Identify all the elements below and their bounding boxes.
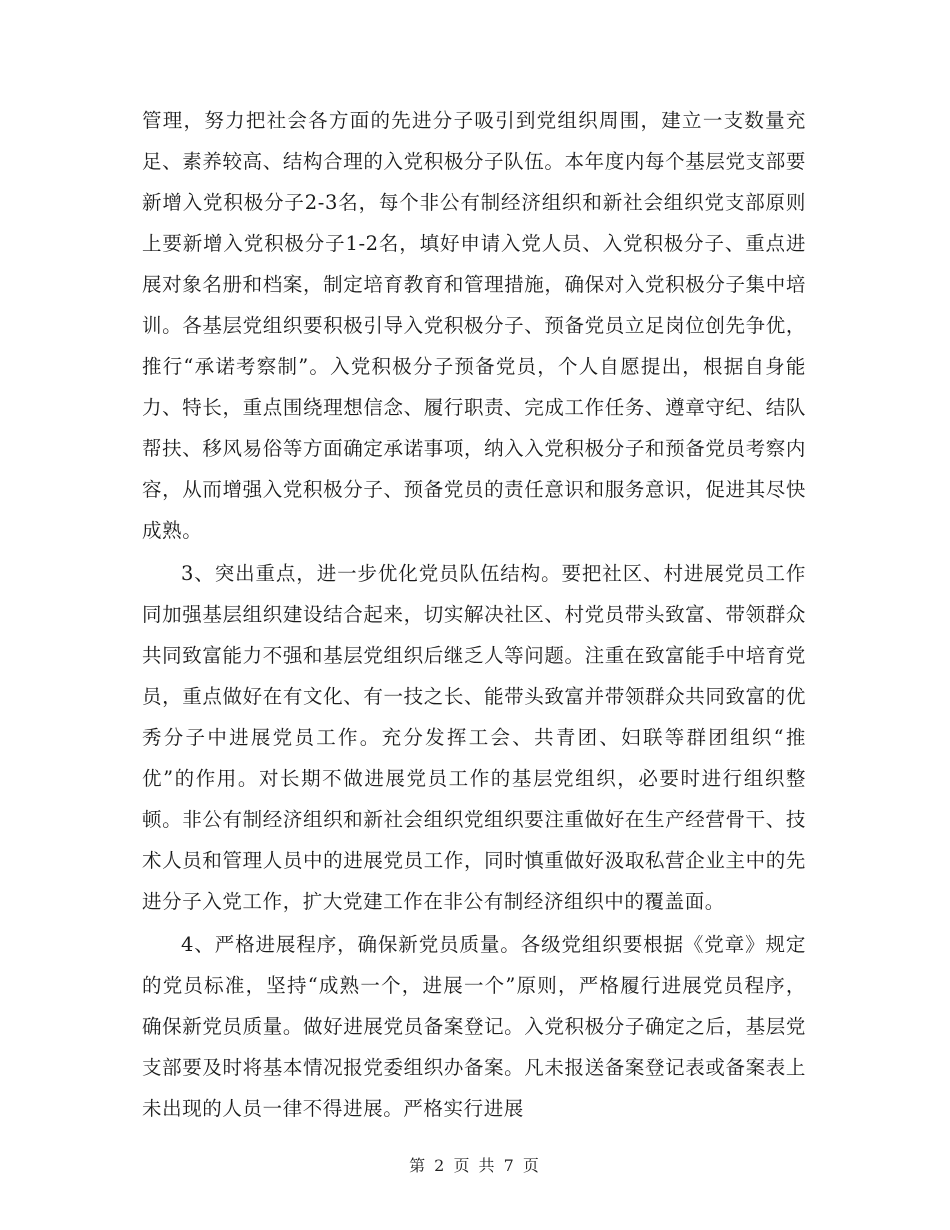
- paragraph-3: 4、严格进展程序，确保新党员质量。各级党组织要根据《党章》规定的党员标准，坚持“成熟一个，进展一个”原则，严格履行进展党员程序，确保新党员质量。做好进展党员备案登记。入党积极分子确定之后，基层党支部要及时将基本情况报党委组织办备案。凡未报送备案登记表或备案表上未出现的人员一律不得进展。严格实行进展: [142, 933, 806, 1120]
- paragraph-1: 管理，努力把社会各方面的先进分子吸引到党组织周围，建立一支数量充足、素养较高、结构合理的入党积极分子队伍。本年度内每个基层党支部要新增入党积极分子2-3名，每个非公有制经济组织和新社会组织党支部原则上要新增入党积极分子1-2名，填好申请入党人员、入党积极分子、重点进展对象名册和档案，制定培育教育和管理措施，确保对入党积极分子集中培训。各基层党组织要积极引导入党积极分子、预备党员立足岗位创先争优，推行“承诺考察制”。入党积极分子预备党员，个人自愿提出，根据自身能力、特长，重点围绕理想信念、履行职责、完成工作任务、遵章守纪、结队帮扶、移风易俗等方面确定承诺事项，纳入入党积极分子和预备党员考察内容，从而增强入党积极分子、预备党员的责任意识和服务意识，促进其尽快成熟。: [142, 109, 806, 542]
- paragraph-2: 3、突出重点，进一步优化党员队伍结构。要把社区、村进展党员工作同加强基层组织建设结合起来，切实解决社区、村党员带头致富、带领群众共同致富能力不强和基层党组织后继乏人等问题。注重在致富能手中培育党员，重点做好在有文化、有一技之长、能带头致富并带领群众共同致富的优秀分子中进展党员工作。充分发挥工会、共青团、妇联等群团组织“推优”的作用。对长期不做进展党员工作的基层党组织，必要时进行组织整顿。非公有制经济组织和新社会组织党组织要注重做好在生产经营骨干、技术人员和管理人员中的进展党员工作，同时慎重做好汲取私营企业主中的先进分子入党工作，扩大党建工作在非公有制经济组织中的覆盖面。: [142, 562, 806, 913]
- page-number-footer: 第 2 页 共 7 页: [409, 1156, 541, 1175]
- document-body: [142, 100, 806, 1131]
